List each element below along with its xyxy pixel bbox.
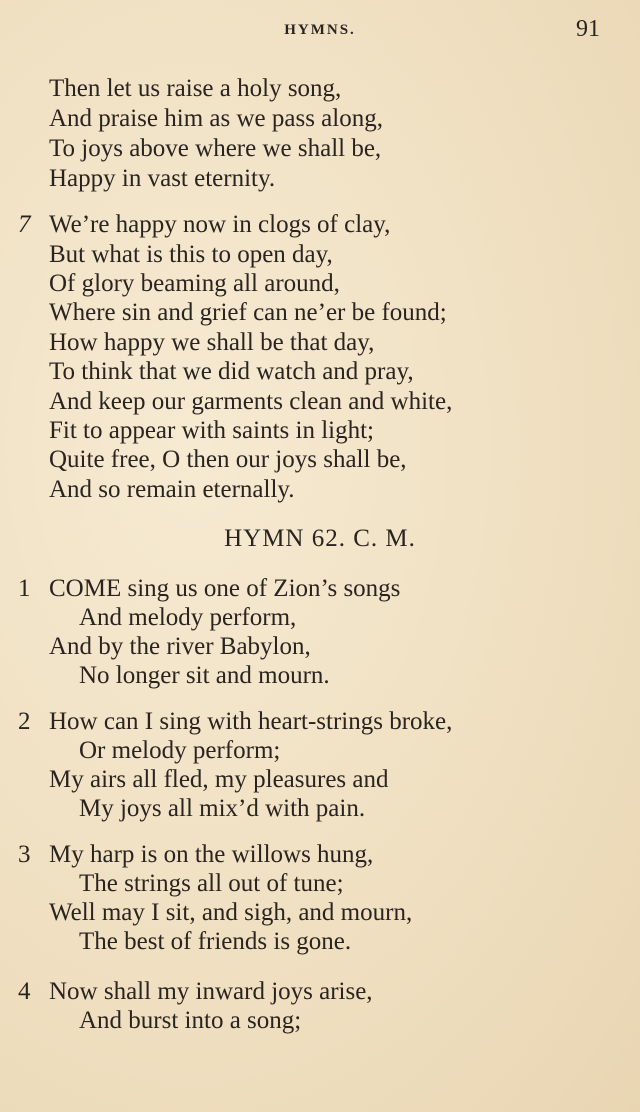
- verse-line: But what is this to open day,: [49, 241, 333, 268]
- verse-line: My airs all fled, my pleasures and: [49, 766, 389, 793]
- verse-line: How can I sing with heart-strings broke,: [49, 708, 453, 735]
- verse-line: No longer sit and mourn.: [79, 662, 330, 689]
- verse-line: The strings all out of tune;: [79, 870, 344, 897]
- verse-number: 1: [18, 575, 31, 602]
- verse-line: Where sin and grief can ne’er be found;: [49, 299, 447, 326]
- verse-line: Or melody perform;: [79, 737, 281, 764]
- page-number: 91: [576, 16, 600, 42]
- verse-line: And burst into a song;: [79, 1007, 302, 1034]
- hymn-heading: HYMN 62. C. M.: [224, 525, 416, 552]
- verse-line: Quite free, O then our joys shall be,: [49, 446, 407, 473]
- verse-line: To joys above where we shall be,: [49, 135, 382, 162]
- verse-line: And by the river Babylon,: [49, 633, 311, 660]
- verse-line: And so remain eternally.: [49, 476, 295, 503]
- verse-line: Now shall my inward joys arise,: [49, 978, 373, 1005]
- verse-number: 7: [18, 211, 31, 238]
- verse-line: Then let us raise a holy song,: [49, 75, 342, 102]
- verse-line: Happy in vast eternity.: [49, 165, 276, 192]
- verse-line: COME sing us one of Zion’s songs: [49, 575, 401, 602]
- verse-line: The best of friends is gone.: [79, 928, 352, 955]
- verse-line: And melody perform,: [79, 604, 297, 631]
- verse-line: Fit to appear with saints in light;: [49, 417, 374, 444]
- verse-line: My joys all mix’d with pain.: [79, 795, 366, 822]
- verse-number: 3: [18, 841, 31, 868]
- verse-line: To think that we did watch and pray,: [49, 358, 414, 385]
- verse-line: Well may I sit, and sigh, and mourn,: [49, 899, 413, 926]
- verse-line: And keep our garments clean and white,: [49, 388, 453, 415]
- verse-line: How happy we shall be that day,: [49, 329, 375, 356]
- verse-line: Of glory beaming all around,: [49, 270, 340, 297]
- verse-line: We’re happy now in clogs of clay,: [49, 211, 391, 238]
- verse-number: 2: [18, 708, 31, 735]
- verse-line: My harp is on the willows hung,: [49, 841, 374, 868]
- verse-line: And praise him as we pass along,: [49, 105, 383, 132]
- header-title: HYMNS.: [284, 22, 356, 38]
- verse-number: 4: [18, 978, 31, 1005]
